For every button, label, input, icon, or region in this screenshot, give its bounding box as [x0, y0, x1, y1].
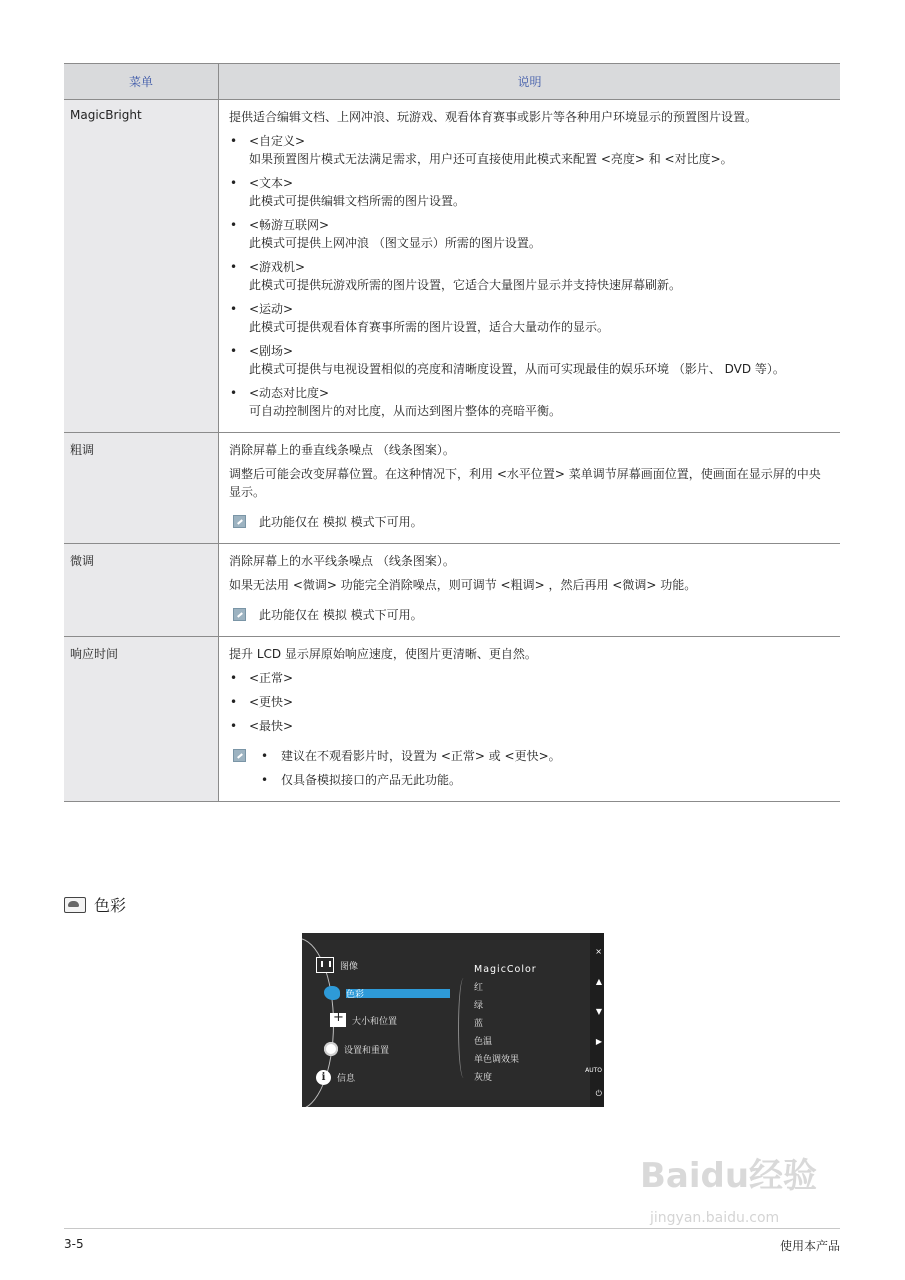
item-text: 此模式可提供与电视设置相似的亮度和清晰度设置，从而可实现最佳的娱乐环境 （影片、 DVD 等）。	[249, 362, 785, 376]
item-title: <剧场>	[249, 344, 294, 358]
list-item: • <动态对比度> 可自动控制图片的对比度，从而达到图片整体的亮暗平衡。	[229, 384, 830, 420]
note	[229, 513, 830, 531]
submenu-item: 绿	[474, 1001, 484, 1011]
osd-screenshot	[302, 933, 604, 1107]
speed-list	[229, 669, 830, 735]
list-item: • <游戏机> 此模式可提供玩游戏所需的图片设置，它适合大量图片显示并支持快速屏幕刷新。	[229, 258, 830, 294]
desc-text: 如果无法用 <微调> 功能完全消除噪点，则可调节 <粗调> ，然后再用 <微调> 功能。	[229, 578, 697, 592]
auto-label: AUTO	[585, 1067, 602, 1074]
row-description	[219, 637, 841, 802]
submenu-item: 蓝	[474, 1019, 484, 1029]
watermark-url: jingyan.baidu.com	[650, 1210, 780, 1226]
desc-text: 消除屏幕上的水平线条噪点 （线条图案）。	[229, 554, 455, 568]
header-description: 说明	[219, 64, 841, 100]
osd-menu-label: 信息	[337, 1074, 356, 1084]
row-name: 响应时间	[64, 637, 219, 802]
row-name: MagicBright	[64, 100, 219, 433]
item-title: <运动>	[249, 302, 294, 316]
note-icon	[233, 749, 246, 762]
list-item: • <运动> 此模式可提供观看体育赛事所需的图片设置，适合大量动作的显示。	[229, 300, 830, 336]
item-title: <更快>	[249, 695, 294, 709]
section-title: 色彩	[94, 896, 127, 915]
image-icon	[316, 957, 334, 973]
desc-text: 提升 LCD 显示屏原始响应速度，使图片更清晰、更自然。	[229, 647, 537, 661]
desc-text: 消除屏幕上的垂直线条噪点 （线条图案）。	[229, 443, 455, 457]
osd-menu-setup	[324, 1042, 389, 1056]
osd-menu-color	[324, 986, 364, 1000]
osd-menu-info	[316, 1070, 355, 1085]
mode-list	[229, 132, 830, 420]
osd-button-column	[585, 933, 604, 1107]
list-item: • <最快>	[230, 719, 294, 733]
osd-menu-label: 大小和位置	[352, 1016, 398, 1027]
size-position-icon	[330, 1013, 346, 1027]
note-icon	[233, 608, 246, 621]
desc-text: 调整后可能会改变屏幕位置。在这种情况下，利用 <水平位置> 菜单调节屏幕画面位置，使画面在显示屏的中央显示。	[229, 467, 821, 499]
header-menu: 菜单	[64, 64, 219, 100]
list-item: • <剧场> 此模式可提供与电视设置相似的亮度和清晰度设置，从而可实现最佳的娱乐环境 （影片、 DVD 等）。	[229, 342, 830, 378]
submenu-item: 灰度	[474, 1073, 493, 1083]
row-description	[219, 100, 841, 433]
section-heading	[64, 893, 126, 916]
osd-submenu	[474, 961, 537, 1087]
enter-arrow-icon: ▶	[595, 1037, 602, 1046]
row-description	[219, 544, 841, 637]
note-text: 建议在不观看影片时，设置为 <正常> 或 <更快>。	[281, 749, 561, 763]
table-row	[64, 544, 840, 637]
osd-menu-label: 色彩	[346, 989, 365, 1000]
note	[229, 747, 830, 789]
note-item: • 仅具备模拟接口的产品无此功能。	[261, 773, 462, 787]
intro-text: 提供适合编辑文档、上网冲浪、玩游戏、观看体育赛事或影片等各种用户环境显示的预置图片设置。	[229, 110, 758, 124]
footer-divider	[64, 1228, 840, 1229]
osd-menu-label: 设置和重置	[344, 1045, 390, 1056]
info-icon: i	[316, 1070, 331, 1085]
palette-icon	[64, 897, 86, 913]
list-item: • <自定义> 如果预置图片模式无法满足需求，用户还可直接使用此模式来配置 <亮度> 和 <对比度>。	[229, 132, 830, 168]
osd-menu-size	[330, 1013, 397, 1027]
row-description	[219, 433, 841, 544]
osd-menu-label: 图像	[340, 961, 359, 972]
item-title: <文本>	[249, 176, 294, 190]
table-row	[64, 433, 840, 544]
item-text: 此模式可提供编辑文档所需的图片设置。	[249, 194, 466, 208]
list-item: • <畅游互联网> 此模式可提供上网冲浪 （图文显示）所需的图片设置。	[229, 216, 830, 252]
list-item: • <文本> 此模式可提供编辑文档所需的图片设置。	[229, 174, 830, 210]
note-text: 此功能仅在 模拟 模式下可用。	[259, 515, 423, 529]
table-header	[64, 64, 840, 100]
item-title: <正常>	[249, 671, 294, 685]
color-icon	[324, 986, 340, 1000]
table-row	[64, 637, 840, 802]
item-text: 如果预置图片模式无法满足需求，用户还可直接使用此模式来配置 <亮度> 和 <对比度>。	[249, 152, 733, 166]
up-arrow-icon: ▲	[595, 977, 602, 986]
item-text: 此模式可提供观看体育赛事所需的图片设置，适合大量动作的显示。	[249, 320, 610, 334]
item-text: 此模式可提供上网冲浪 （图文显示）所需的图片设置。	[249, 236, 541, 250]
row-name: 粗调	[64, 433, 219, 544]
item-title: <动态对比度>	[249, 386, 330, 400]
submenu-item: 色温	[474, 1037, 493, 1047]
close-icon: ×	[595, 947, 602, 956]
down-arrow-icon: ▼	[595, 1007, 602, 1016]
list-item: • <正常>	[230, 671, 294, 685]
row-name: 微调	[64, 544, 219, 637]
note-item: • 建议在不观看影片时，设置为 <正常> 或 <更快>。	[261, 749, 561, 763]
menu-table	[64, 63, 840, 802]
note-text: 仅具备模拟接口的产品无此功能。	[281, 773, 462, 787]
list-item: • <更快>	[230, 695, 294, 709]
note-icon	[233, 515, 246, 528]
submenu-item: 红	[474, 983, 484, 993]
watermark-logo: Baidu经验	[640, 1156, 818, 1196]
submenu-item: 单色调效果	[474, 1055, 520, 1065]
note	[229, 606, 830, 624]
item-title: <游戏机>	[249, 260, 306, 274]
item-title: <最快>	[249, 719, 294, 733]
table-row	[64, 100, 840, 433]
power-icon: ⏻	[595, 1089, 602, 1098]
item-text: 可自动控制图片的对比度，从而达到图片整体的亮暗平衡。	[249, 404, 562, 418]
osd-menu-image	[316, 957, 358, 973]
gear-icon	[324, 1042, 338, 1056]
note-text: 此功能仅在 模拟 模式下可用。	[259, 608, 423, 622]
item-text: 此模式可提供玩游戏所需的图片设置，它适合大量图片显示并支持快速屏幕刷新。	[249, 278, 682, 292]
submenu-title: MagicColor	[474, 964, 537, 975]
osd-divider	[458, 978, 469, 1078]
item-title: <畅游互联网>	[249, 218, 330, 232]
footer-text: 使用本产品	[779, 1239, 840, 1253]
page-number: 3-5	[64, 1237, 84, 1251]
item-title: <自定义>	[249, 134, 306, 148]
